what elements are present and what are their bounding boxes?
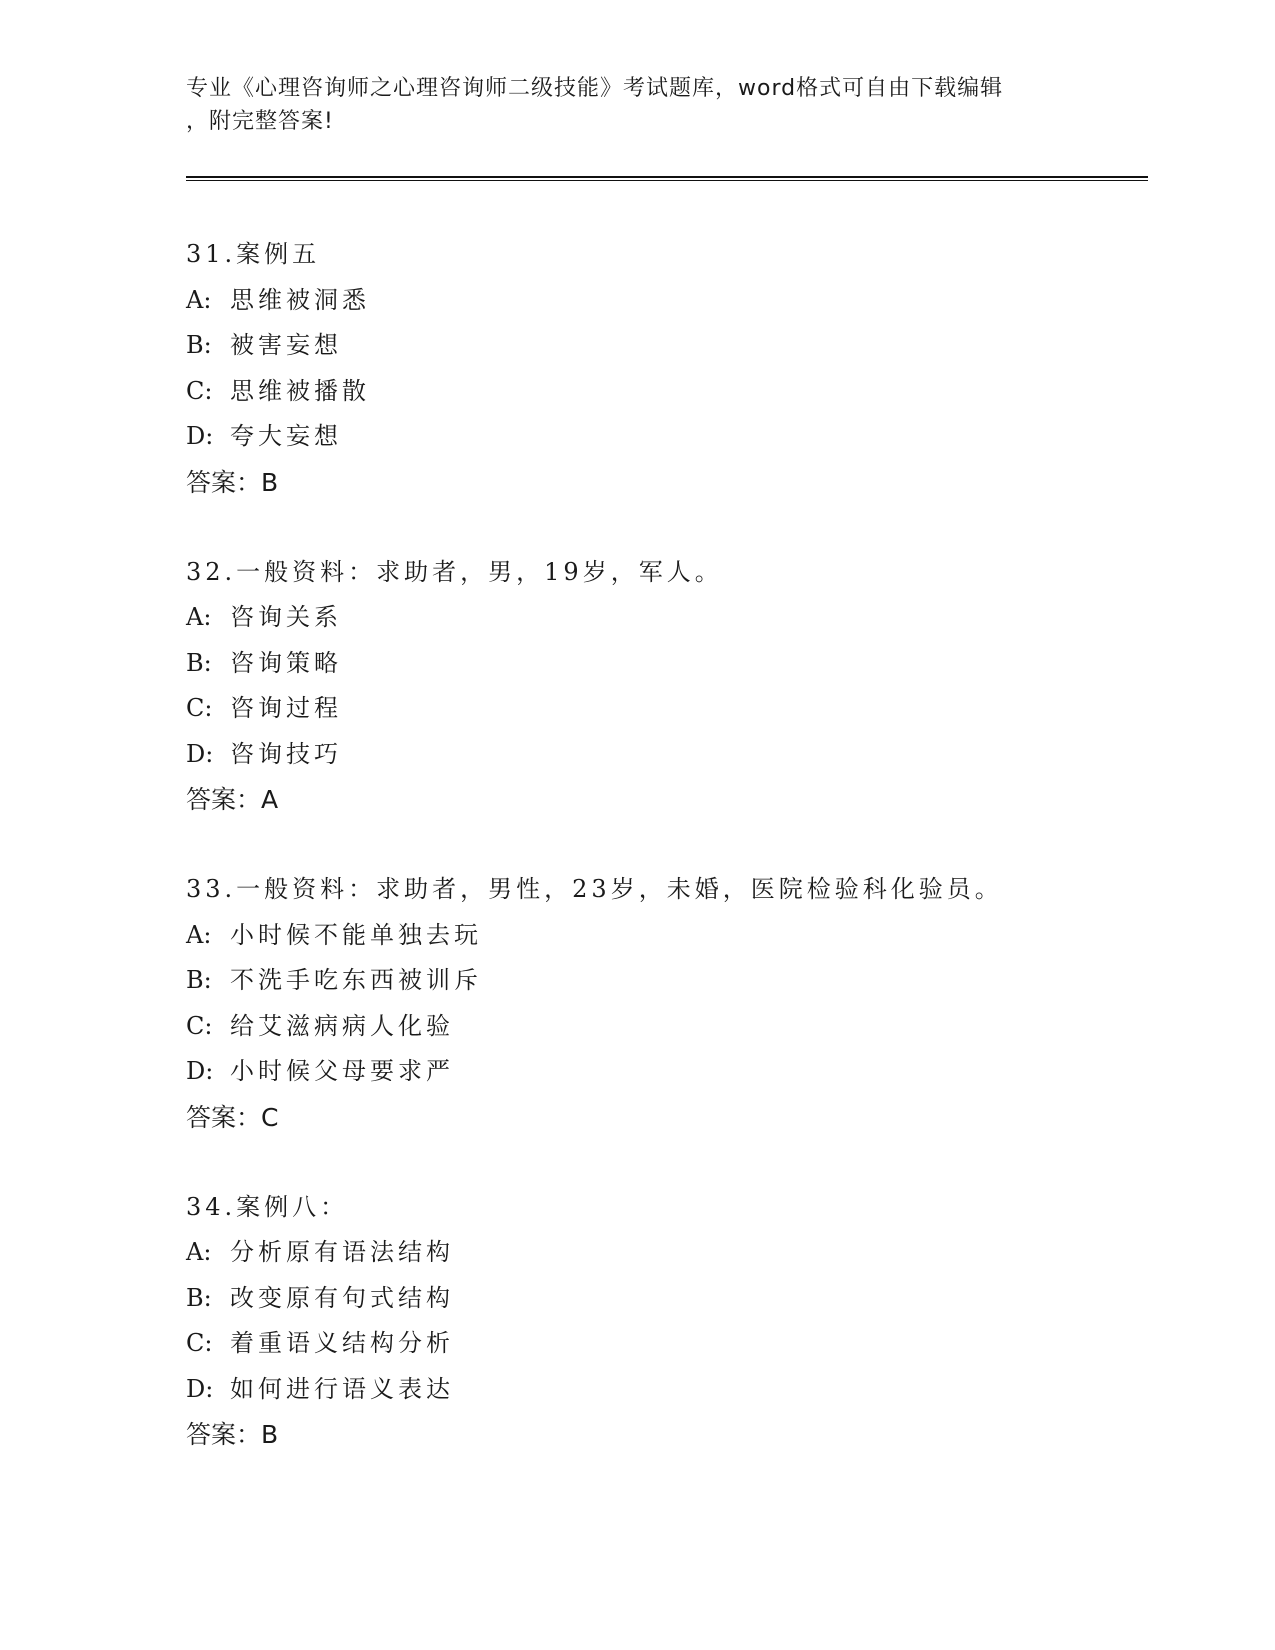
option-b [186,641,1146,687]
document-header [186,72,1066,138]
option-letter: A: [186,920,212,949]
option-d [186,414,1146,460]
option-c [186,369,1146,415]
header-line-1: 专业《心理咨询师之心理咨询师二级技能》考试题库，word格式可自由下载编辑 [186,76,1004,101]
option-letter: D: [186,422,214,450]
option-letter: C: [186,694,213,722]
option-d [186,732,1146,778]
option-text: 分析原有语法结构 [230,1238,454,1266]
option-text: 如何进行语义表达 [230,1374,454,1403]
option-text: 夸大妄想 [230,422,342,450]
option-a [186,913,1146,959]
question-31 [186,232,1146,505]
option-letter: B: [186,1283,212,1312]
option-letter: C: [186,1329,213,1357]
option-d [186,1049,1146,1095]
option-c [186,686,1146,732]
question-34 [186,1185,1146,1458]
option-letter: C: [186,1011,213,1040]
option-b [186,1276,1146,1322]
option-a [186,278,1146,324]
option-text: 着重语义结构分析 [230,1329,454,1357]
option-a [186,1230,1146,1276]
answer: 答案：A [186,785,279,814]
option-letter: D: [186,1057,214,1085]
option-letter: A: [186,285,212,314]
answer: 答案：C [186,1102,279,1132]
question-stem: 32.一般资料：求助者，男，19岁，军人。 [186,557,723,586]
answer: 答案：B [186,467,279,497]
question-stem: 34.案例八： [186,1192,349,1221]
option-b [186,323,1146,369]
header-line-2: ，附完整答案! [186,109,334,134]
header-divider [186,176,1148,181]
option-letter: D: [186,739,214,768]
answer: 答案：B [186,1420,279,1449]
option-text: 思维被洞悉 [230,285,370,314]
option-text: 咨询策略 [230,648,342,677]
option-letter: B: [186,966,212,994]
option-text: 咨询技巧 [230,739,342,768]
option-text: 改变原有句式结构 [230,1283,454,1312]
question-33 [186,867,1146,1140]
option-text: 思维被播散 [230,376,370,405]
question-stem: 33.一般资料：求助者，男性，23岁，未婚，医院检验科化验员。 [186,875,1003,903]
option-letter: C: [186,376,213,405]
option-d [186,1367,1146,1413]
question-list [186,232,1146,1502]
option-a [186,595,1146,641]
option-c [186,1004,1146,1050]
option-c [186,1321,1146,1367]
question-stem: 31.案例五 [186,240,321,268]
option-text: 被害妄想 [230,331,342,359]
question-32 [186,550,1146,823]
option-text: 给艾滋病病人化验 [230,1011,454,1040]
option-letter: A: [186,603,212,631]
option-text: 小时候父母要求严 [230,1057,454,1085]
option-text: 咨询过程 [230,694,342,722]
option-letter: D: [186,1374,214,1403]
option-text: 小时候不能单独去玩 [230,920,482,949]
option-text: 不洗手吃东西被训斥 [230,966,482,994]
option-text: 咨询关系 [230,603,342,631]
option-letter: B: [186,331,212,359]
option-letter: A: [186,1238,212,1266]
option-b [186,958,1146,1004]
option-letter: B: [186,648,212,677]
